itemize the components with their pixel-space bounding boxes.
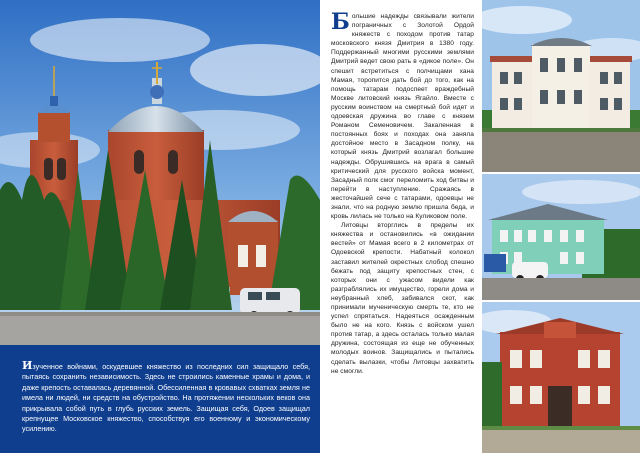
- article-paragraph-2: [331, 221, 474, 376]
- article-dropcap: Б: [331, 9, 350, 35]
- green-building-photo: [482, 174, 640, 300]
- mansion-photo: [482, 0, 640, 172]
- caption-body: зученное войнами, оскудевшее княжество из последних сил защищало себя, пытаясь сохранить независимость. Здесь не строились каменные храмы и дома, и даже крепость оставалась деревянной. Обессиленная в кровавых схватках земля не имела ни людей, ни средств на обустройство. На протяжении нескольких веков она прикрывала собой путь в глубь русских земель. Защищая себя, Одоев защищал крепнущее Московское княжество, способствуя его военному и экономическому усилению.: [22, 362, 310, 434]
- article-paragraph-2-text: Литовцы вторглись в пределы их княжества и остановились «в ожидании вестей» от Мамая всего в 2 километрах от Одоевской крепости. Набатный колокол заставил жителей окрестных слобод спешно бежать под защиту крепостных стен, с которых они с ужасом видели как разграблялись их имущество, горели дома и неубранный хлеб, забивался скот, как принимали мученическую смерть те, кто не успел спрятаться. Надеяться осажденным было не на кого. Князь с войском ушел против татар, а здесь осталась только малая дружина, состоящая из еще не обученных молодых воинов. Защищались и пытались сделать вылазки, чтобы Литовцы захватить не смогли.: [331, 222, 474, 375]
- caption-dropcap: И: [22, 359, 33, 372]
- article-paragraph-1-text: ольшие надежды связывали жители пограничных с Золотой Ордой княжеств с походом против татар московского князя Дмитрия в 1380 году. Поддержанный многими русскими землями Дмитрий ведет свою рать в «дикое поле». Он спешит встретиться с полчищами хана Мамая, торопится дать бой до того, как на помощь татарам подоспеет враждебный Москве литовский князь Ягайло. Вместе с русским воинством на смертный бой идет и одоевская дружина во главе с князем Романом Семеновичем. Закаленная в постоянных боях и походах она заняла достойное место в Засадном полку, на который князь Дмитрий возлагал большие надежды. Обрушившись на врага в самый критический для русского войска момент, Засадный полк смог переломить ход битвы и перейти в наступление. Сражаясь в жесточайшей сече с татарами, одоевцы не знали, что на родную землю пришла беда, и кровь лилась не только на Куликовом поле.: [331, 13, 474, 221]
- caption-text: [22, 361, 310, 435]
- caption-panel: [0, 345, 320, 453]
- church-photo: [0, 0, 320, 345]
- article-paragraph-1: [331, 9, 474, 221]
- red-building-photo: [482, 302, 640, 453]
- article-text-column: [323, 0, 480, 453]
